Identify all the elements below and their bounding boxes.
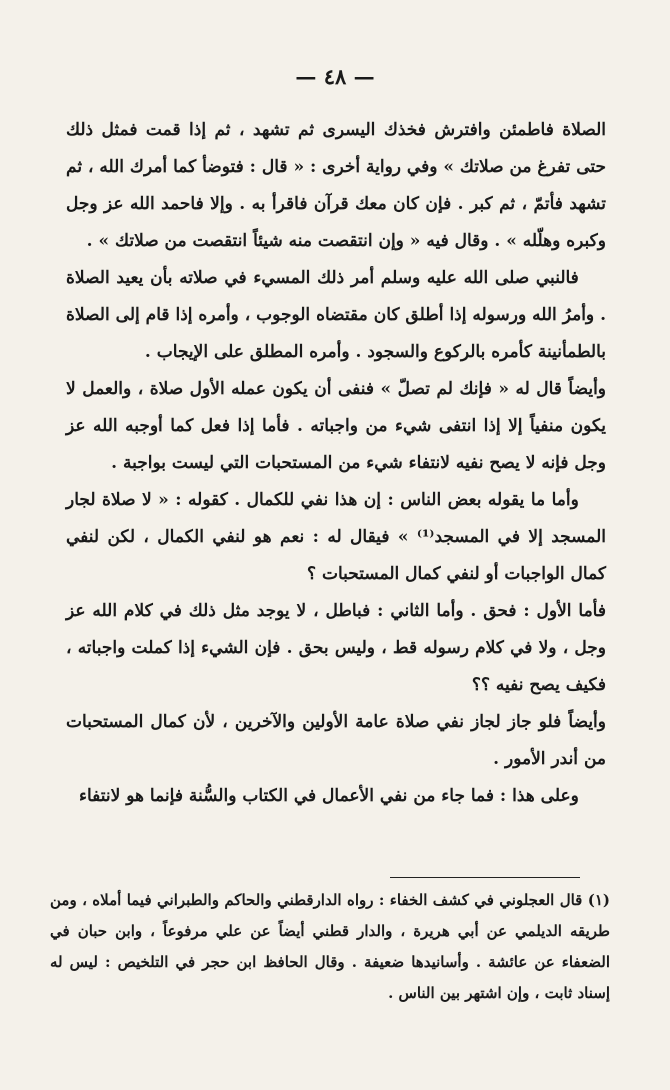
paragraph-1: الصلاة فاطمئن وافترش فخذك اليسرى ثم تشهد ، ثم إذا قمت فمثل ذلك حتى تفرغ من صلاتك » وفي رواية أخرى : « قال : فتوضأ كما أمرك الله ، ثم تشهد فأتمّ ، ثم كبر . فإن كان معك قرآن فاقرأ به . وإلا فاحمد الله عز وجل وكبره وهلّله » . وقال فيه « وإن انتقصت منه شيئاً انتقصت من صلاتك » . [66,120,606,251]
paragraph-2: فالنبي صلى الله عليه وسلم أمر ذلك المسيء في صلاته بأن يعيد الصلاة . وأمرُ الله ورسوله إذا أطلق كان مقتضاه الوجوب ، وأمره إذا قام إلى الصلاة بالطمأنينة كأمره بالركوع والسجود . وأمره المطلق على الإيجاب . [66,268,606,362]
footnote-1: (١) قال العجلوني في كشف الخفاء : رواه الدارقطني والحاكم والطبراني فيما أملاه ، ومن طريقه الديلمي عن أبي هريرة ، والدار قطني أيضاً عن علي مرفوعاً ، وابن حبان في الضعفاء عن عائشة . وأسانيدها ضعيفة . وقال الحافظ ابن حجر في التلخيص : ليس له إسناد ثابت ، وإن اشتهر بين الناس . [50,891,610,1002]
paragraph-7: وعلى هذا : فما جاء من نفي الأعمال في الكتاب والسُّنة فإنما هو لانتفاء [79,786,579,806]
main-text [66,112,606,815]
paragraph-6: وأيضاً فلو جاز لجاز نفي صلاة عامة الأولين والآخرين ، لأن كمال المستحبات من أندر الأمور . [66,712,606,769]
page-number: — ٤٨ — [295,64,375,89]
paragraph-5: فأما الأول : فحق . وأما الثاني : فباطل ، لا يوجد مثل ذلك في كلام الله عز وجل ، ولا في كلام رسوله قط ، وليس بحق . فإن الشيء إذا كملت واجباته ، فكيف يصح نفيه ؟؟ [66,601,606,695]
paragraph-4: وأما ما يقوله بعض الناس : إن هذا نفي للكمال . كقوله : « لا صلاة لجار المسجد إلا في المسجد⁽¹⁾ » فيقال له : نعم هو لنفي الكمال ، لكن لنفي كمال الواجبات أو لنفي كمال المستحبات ؟ [66,490,606,584]
footnotes [50,885,610,1009]
paragraph-3: وأيضاً قال له « فإنك لم تصلّ » فنفى أن يكون عمله الأول صلاة ، والعمل لا يكون منفياً إلا إذا انتفى شيء من واجباته . فأما إذا فعل كما أوجبه الله عز وجل فإنه لا يصح نفيه لانتفاء شيء من المستحبات التي ليست بواجبة . [66,379,606,473]
footnote-divider [390,877,580,878]
